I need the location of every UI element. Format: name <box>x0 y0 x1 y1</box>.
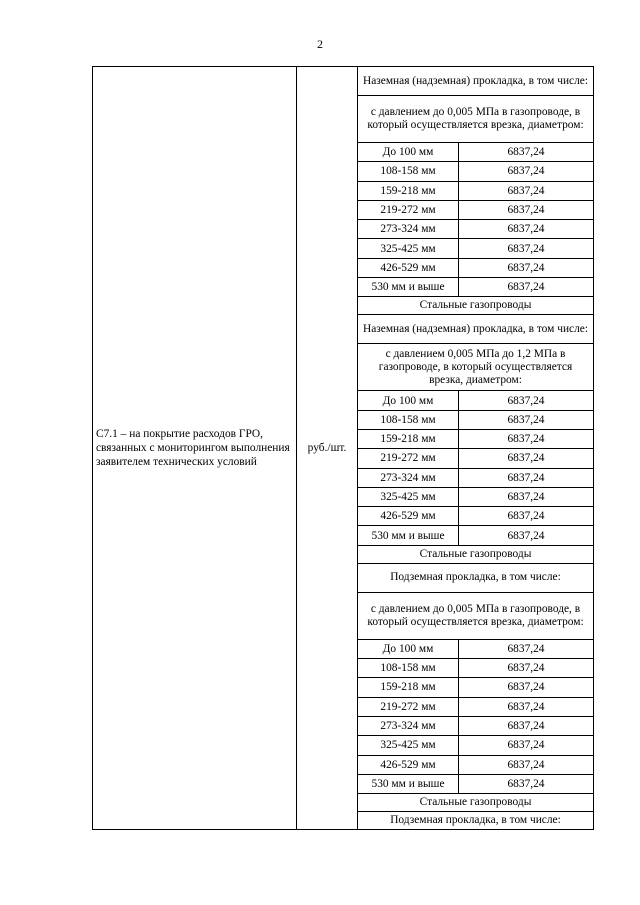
price-cell: 6837,24 <box>459 659 594 678</box>
price-cell: 6837,24 <box>459 220 594 239</box>
diameter-cell: 273-324 мм <box>358 220 459 239</box>
diameter-cell: 426-529 мм <box>358 507 459 526</box>
price-cell: 6837,24 <box>459 487 594 506</box>
unit-cell: руб./шт. <box>297 67 358 830</box>
diameter-cell: 426-529 мм <box>358 258 459 277</box>
price-cell: 6837,24 <box>459 258 594 277</box>
section-header: Стальные газопроводы <box>358 297 594 315</box>
price-cell: 6837,24 <box>459 468 594 487</box>
group-title: Наземная (надземная) прокладка, в том числе: <box>358 315 594 344</box>
diameter-cell: 159-218 мм <box>358 429 459 448</box>
tariff-table <box>92 66 594 830</box>
price-cell: 6837,24 <box>459 429 594 448</box>
diameter-cell: 159-218 мм <box>358 181 459 200</box>
table-row <box>93 67 594 96</box>
section-header: Подземная прокладка, в том числе: <box>358 812 594 830</box>
price-cell: 6837,24 <box>459 639 594 658</box>
price-cell: 6837,24 <box>459 774 594 793</box>
service-description: С7.1 – на покрытие расходов ГРО, связанных с мониторингом выполнения заявителем технических условий <box>93 67 297 830</box>
price-cell: 6837,24 <box>459 697 594 716</box>
price-cell: 6837,24 <box>459 507 594 526</box>
diameter-cell: 530 мм и выше <box>358 526 459 545</box>
price-cell: 6837,24 <box>459 755 594 774</box>
price-cell: 6837,24 <box>459 449 594 468</box>
diameter-cell: 426-529 мм <box>358 755 459 774</box>
diameter-cell: До 100 мм <box>358 639 459 658</box>
diameter-cell: 273-324 мм <box>358 468 459 487</box>
diameter-cell: 219-272 мм <box>358 697 459 716</box>
diameter-cell: 108-158 мм <box>358 410 459 429</box>
group-subtitle: с давлением до 0,005 МПа в газопроводе, в который осуществляется врезка, диаметром: <box>358 592 594 639</box>
price-cell: 6837,24 <box>459 736 594 755</box>
price-cell: 6837,24 <box>459 143 594 162</box>
diameter-cell: 325-425 мм <box>358 736 459 755</box>
section-header: Стальные газопроводы <box>358 545 594 563</box>
page-number: 2 <box>317 37 323 51</box>
diameter-cell: 530 мм и выше <box>358 774 459 793</box>
price-cell: 6837,24 <box>459 391 594 410</box>
price-cell: 6837,24 <box>459 278 594 297</box>
group-subtitle: с давлением 0,005 МПа до 1,2 МПа в газопроводе, в который осуществляется врезка, диаметром: <box>358 344 594 391</box>
price-cell: 6837,24 <box>459 200 594 219</box>
diameter-cell: 108-158 мм <box>358 659 459 678</box>
price-cell: 6837,24 <box>459 162 594 181</box>
diameter-cell: 108-158 мм <box>358 162 459 181</box>
diameter-cell: 325-425 мм <box>358 487 459 506</box>
diameter-cell: 273-324 мм <box>358 716 459 735</box>
price-cell: 6837,24 <box>459 678 594 697</box>
group-title: Подземная прокладка, в том числе: <box>358 563 594 592</box>
price-cell: 6837,24 <box>459 526 594 545</box>
group-subtitle: с давлением до 0,005 МПа в газопроводе, в который осуществляется врезка, диаметром: <box>358 96 594 143</box>
diameter-cell: До 100 мм <box>358 143 459 162</box>
price-cell: 6837,24 <box>459 239 594 258</box>
price-cell: 6837,24 <box>459 716 594 735</box>
diameter-cell: 530 мм и выше <box>358 278 459 297</box>
diameter-cell: 325-425 мм <box>358 239 459 258</box>
section-header: Стальные газопроводы <box>358 794 594 812</box>
price-cell: 6837,24 <box>459 410 594 429</box>
diameter-cell: 159-218 мм <box>358 678 459 697</box>
diameter-cell: 219-272 мм <box>358 449 459 468</box>
diameter-cell: До 100 мм <box>358 391 459 410</box>
group-title: Наземная (надземная) прокладка, в том числе: <box>358 67 594 96</box>
price-cell: 6837,24 <box>459 181 594 200</box>
diameter-cell: 219-272 мм <box>358 200 459 219</box>
